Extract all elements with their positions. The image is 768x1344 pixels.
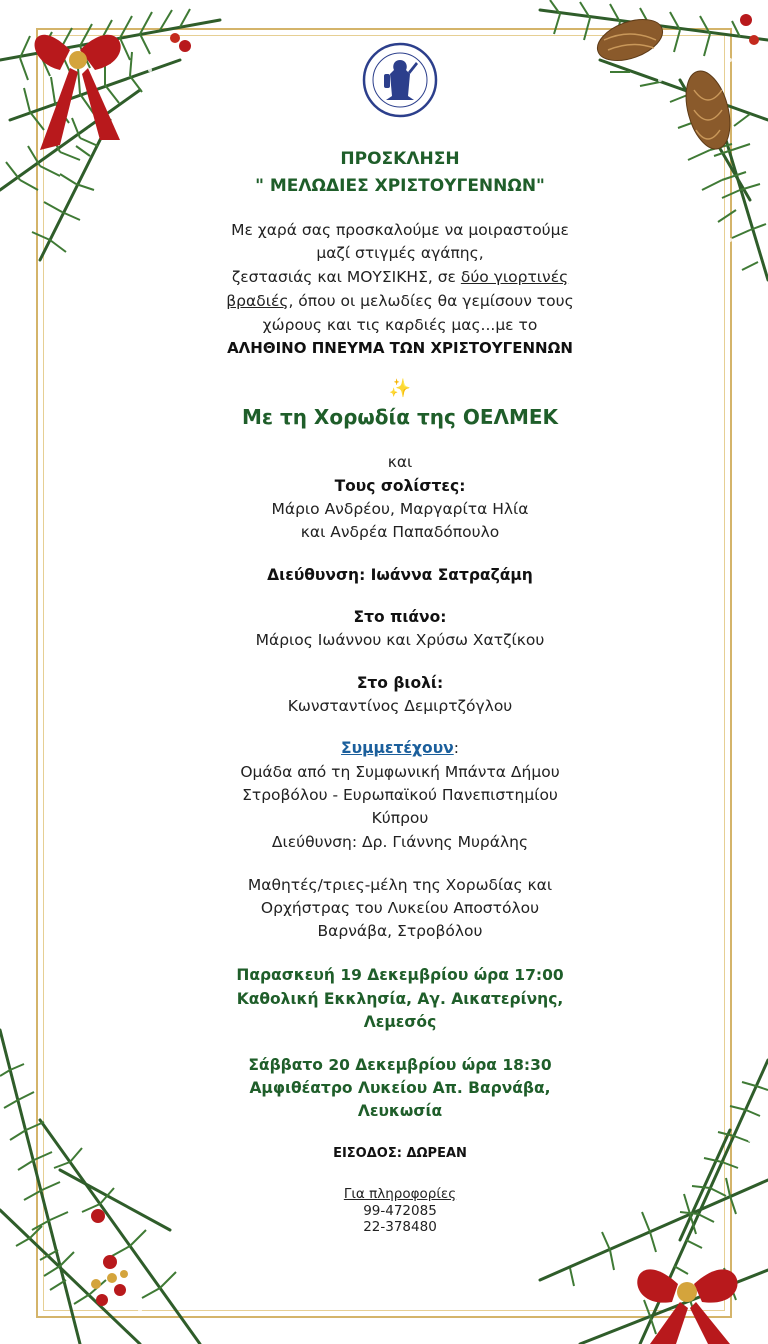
event-1-city: Λεμεσός (363, 1013, 437, 1031)
soloists-line-1: Μάριο Ανδρέου, Μαργαρίτα Ηλία (271, 500, 529, 518)
piano-names: Μάριος Ιωάννου και Χρύσω Χατζίκου (255, 631, 545, 649)
sparkle-icon: ✨ (388, 378, 412, 399)
event-2-date: Σάββατο 20 Δεκεμβρίου ώρα 18:30 (248, 1056, 552, 1074)
intro-line-4: βραδιές, όπου οι μελωδίες θα γεμίσουν τους (226, 292, 574, 310)
entry-free: ΕΙΣΟΔΟΣ: ΔΩΡΕΑΝ (333, 1146, 467, 1161)
event-1-date: Παρασκευή 19 Δεκεμβρίου ώρα 17:00 (236, 966, 564, 984)
oelmek-logo (362, 42, 438, 118)
soloists-line-2: και Ανδρέα Παπαδόπουλο (300, 523, 500, 541)
intro-line-5: χώρους και τις καρδιές μας...με το (262, 316, 538, 334)
participants-label: Συμμετέχουν: (341, 739, 459, 757)
oelmek-seal-icon (362, 42, 438, 118)
intro-line-6: ΑΛΗΘΙΝΟ ΠΝΕΥΜΑ ΤΩΝ ΧΡΙΣΤΟΥΓΕΝΝΩΝ (227, 339, 573, 357)
students-line-3: Βαρνάβα, Στροβόλου (317, 922, 483, 940)
participants-link[interactable]: Συμμετέχουν (341, 739, 454, 757)
band-direction: Διεύθυνση: Δρ. Γιάννης Μυράλης (271, 833, 529, 851)
piano-label: Στο πιάνο: (353, 608, 447, 626)
soloists-label: Τους σολίστες: (334, 477, 466, 495)
intro-line-1: Με χαρά σας προσκαλούμε να μοιραστούμε (231, 221, 569, 239)
invitation-title: ΠΡΟΣΚΛΗΣΗ (340, 149, 460, 169)
band-line-1: Ομάδα από τη Συμφωνική Μπάντα Δήμου (240, 763, 560, 781)
choir-heading: Με τη Χορωδία της ΟΕΛΜΕΚ (241, 405, 559, 429)
band-line-2: Στροβόλου - Ευρωπαϊκού Πανεπιστημίου (242, 786, 558, 804)
band-line-3: Κύπρου (371, 809, 429, 827)
violin-label: Στο βιολί: (356, 674, 444, 692)
event-2-venue: Αμφιθέατρο Λυκείου Απ. Βαρνάβα, (249, 1079, 551, 1097)
phone-1: 99-472085 (363, 1203, 437, 1219)
direction-text: Διεύθυνση: Ιωάννα Σατραζάμη (267, 566, 533, 584)
event-2-city: Λευκωσία (357, 1102, 443, 1120)
event-1-venue: Καθολική Εκκλησία, Αγ. Αικατερίνης, (236, 990, 564, 1008)
violin-name: Κωνσταντίνος Δεμιρτζόγλου (287, 697, 513, 715)
phone-2: 22-378480 (363, 1219, 437, 1235)
students-line-2: Ορχήστρας του Λυκείου Αποστόλου (260, 899, 540, 917)
students-line-1: Μαθητές/τριες-μέλη της Χορωδίας και (247, 876, 553, 894)
invitation-subtitle: " ΜΕΛΩΔΙΕΣ ΧΡΙΣΤΟΥΓΕΝΝΩΝ" (255, 176, 545, 196)
and-text: και (387, 453, 413, 471)
intro-line-2: μαζί στιγμές αγάπης, (316, 244, 484, 262)
intro-line-3: ζεστασιάς και ΜΟΥΣΙΚΗΣ, σε δύο γιορτινές (231, 268, 569, 286)
info-label: Για πληροφορίες (343, 1186, 457, 1202)
